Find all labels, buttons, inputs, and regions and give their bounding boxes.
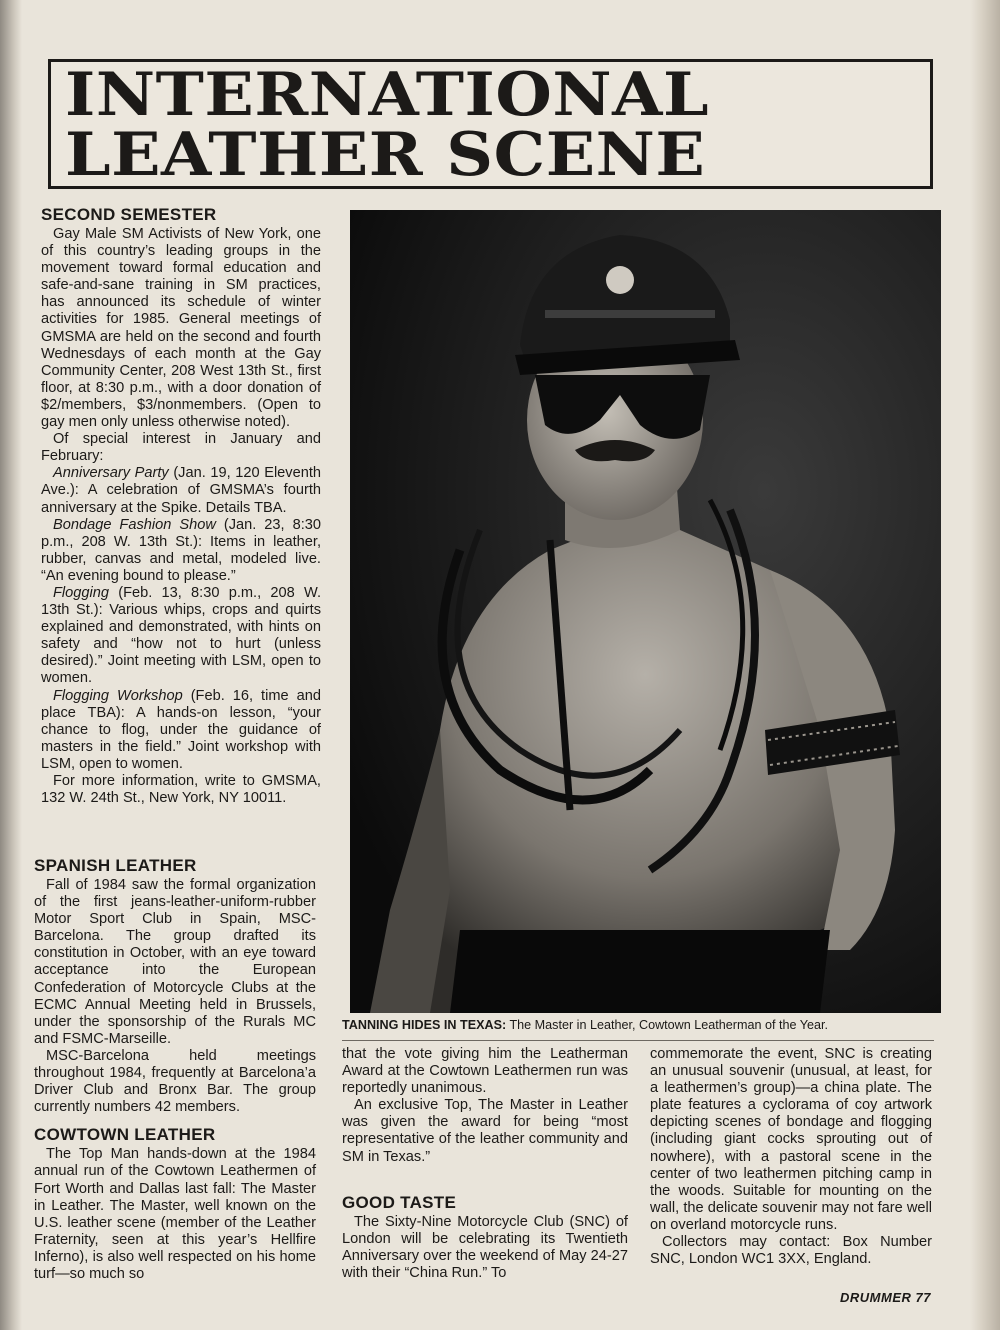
caption-label: TANNING HIDES IN TEXAS: (342, 1018, 507, 1032)
paragraph: MSC-Barcelona held meetings throughout 1984, frequently at Barcelona’a Driver Club and Bronx Bar. The group currently numbers 42 members. (34, 1047, 316, 1116)
event-text: (Jan. 23, 8:30 p.m., 208 W. 13th St.): Items in leather, rubber, canvas and metal, modeled live. “An evening bound to please.” (41, 516, 321, 584)
event-title: Flogging (53, 584, 109, 601)
title-line-1: INTERNATIONAL (65, 60, 710, 130)
paragraph: An exclusive Top, The Master in Leather was given the award for being “most representative of the leather community and SM in Texas.” (342, 1097, 628, 1165)
page-right-edge (970, 0, 1000, 1330)
paragraph: Fall of 1984 saw the formal organization of the first jeans-leather-uniform-rubber Motor Sport Club in Spain, MSC-Barcelona. The group drafted its constitution in October, with an eye toward acceptance into the European Confederation of Motorcycle Clubs at the ECMC Annual Meeting held in Brussels, under the sponsorship of the Rurals MC and FSMC-Marseille. (34, 877, 316, 1047)
paragraph: Collectors may contact: Box Number SNC, London WC1 3XX, England. (650, 1234, 932, 1268)
paragraph: For more information, write to GMSMA, 132 W. 24th St., New York, NY 10011. (41, 773, 321, 807)
left-column (41, 204, 321, 807)
heading-cowtown-leather: COWTOWN LEATHER (34, 1125, 216, 1145)
event-title: Flogging Workshop (53, 687, 183, 704)
title-box (48, 59, 933, 189)
event-text: (Feb. 13, 8:30 p.m., 208 W. 13th St.): Various whips, crops and quirts explained and demonstrated, with hints on safety and “how not to hurt (unless desired).” Joint meeting with LSM, open to women. (41, 584, 321, 687)
page-folio: DRUMMER 77 (840, 1290, 931, 1305)
photo-illustration (350, 210, 941, 1013)
right-column (650, 1046, 932, 1268)
paragraph: that the vote giving him the Leatherman Award at the Cowtown Leathermen run was reportedly unanimous. (342, 1046, 628, 1097)
event-paragraph (41, 465, 321, 516)
caption-text: The Master in Leather, Cowtown Leatherman of the Year. (506, 1018, 829, 1032)
event-paragraph (41, 585, 321, 688)
paragraph: commemorate the event, SNC is creating an unusual souvenir (unusual, at least, for a leathermen’s group)—a china plate. The plate features a cyclorama of coy artwork depicting scenes of bondage and flogging (including giant cocks sprouting out of nowhere), with a pastoral scene in the center of two leathermen pitching camp in the woods. Suitable for mounting on the wall, the delicate souvenir may not fare well on overland motorcycle runs. (650, 1046, 932, 1233)
photo-leatherman (350, 210, 941, 1013)
photo-caption (342, 1017, 942, 1033)
left-column-lower (34, 855, 316, 1283)
page-gutter-shadow (0, 0, 22, 1330)
heading-spanish-leather: SPANISH LEATHER (34, 856, 197, 875)
middle-column (342, 1046, 628, 1282)
event-text: (Feb. 16, time and place TBA): A hands-on lesson, “your chance to flog, under the guidance of masters in the field.” Joint workshop with LSM, open to women. (41, 687, 321, 772)
paragraph: Gay Male SM Activists of New York, one of this country’s leading groups in the movement toward formal education and safe-and-sane training in SM practices, has announced its schedule of winter activities for 1985. General meetings of GMSMA are held on the second and fourth Wednesdays of each month at the Gay Community Center, 208 West 13th St., first floor, at 8:30 p.m., with a door donation of $2/members, $3/nonmembers. (Open to gay men only unless otherwise noted). (41, 226, 321, 431)
paragraph: The Sixty-Nine Motorcycle Club (SNC) of London will be celebrating its Twentieth Anniversary over the weekend of May 24-27 with their “China Run.” To (342, 1213, 628, 1281)
event-paragraph (41, 517, 321, 585)
title-line-2: LEATHER SCENE (65, 120, 706, 190)
heading-good-taste: GOOD TASTE (342, 1192, 457, 1212)
event-paragraph (41, 688, 321, 773)
heading-second-semester: SECOND SEMESTER (41, 205, 217, 224)
event-text: (Jan. 19, 120 Eleventh Ave.): A celebration of GMSMA’s fourth anniversary at the Spike. Details TBA. (41, 465, 321, 516)
paragraph: Of special interest in January and February: (41, 431, 321, 465)
caption-rule (342, 1040, 934, 1041)
event-title: Anniversary Party (53, 465, 169, 482)
event-title: Bondage Fashion Show (53, 516, 216, 533)
paragraph: The Top Man hands-down at the 1984 annual run of the Cowtown Leathermen of Fort Worth and Dallas last fall: The Master in Leather. The Master, well known on the U.S. leather scene (member of the Leather Fraternity, seen at this year’s Hellfire Inferno), is also well respected on his home turf—so much so (34, 1146, 316, 1282)
